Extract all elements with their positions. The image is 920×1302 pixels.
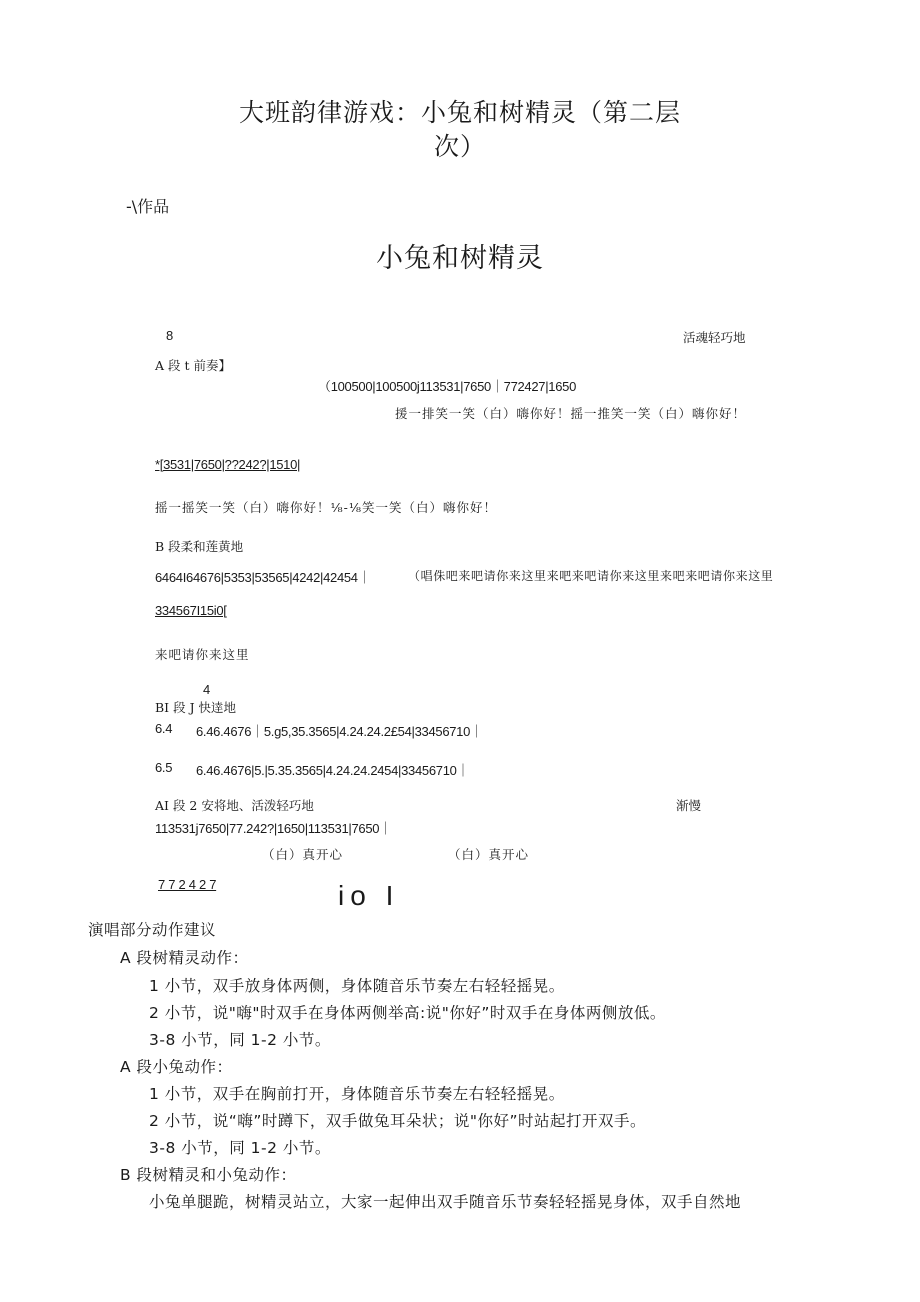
a-rabbit-step-2: 2 小节，说“嗨”时蹲下，双手做兔耳朵状；说"你好”时站起打开双手。 [149,1112,647,1130]
score-line-a2: *[3531|7650|??242?|1510| [155,457,301,472]
ai-tempo-right: 渐慢 [676,798,702,813]
actions-heading: 演唱部分动作建议 [88,921,217,939]
lyric-line-a2: 摇一摇笑一笑（白）嗨你好！⅛-⅛笑一笑（白）嗨你好！ [155,500,497,515]
score-line-bi1-prefix: 6.4 [155,721,173,736]
lyric-ai-1: （白）真开心 [262,847,344,862]
a-rabbit-step-1: 1 小节，双手在胸前打开，身体随音乐节奏左右轻轻摇晃。 [149,1085,565,1103]
doc-title-line2: 次） [433,132,486,161]
a-rabbit-step-3: 3-8 小节，同 1-2 小节。 [149,1139,331,1157]
score-line-ai2: 7 7 2 4 2 7 [158,877,217,892]
meter-4: 4 [203,682,210,697]
section-bi-label: BI 段 J 快逹地 [155,700,237,715]
score-line-ai1: 113531j7650|77.242?|1650|113531|7650｜ [155,821,392,836]
score-line-bi1: 6.46.4676｜5.g5,35.3565|4.24.24.2£54|33456710｜ [196,724,483,739]
score-line-b1: 6464I64676|5353|53565|4242|42454｜ [155,570,371,585]
a-tree-heading: A 段树精灵动作： [120,949,249,967]
score-line-b2: 334567I15i0[ [155,603,227,618]
score-line-bi2: 6.46.4676|5.|5.35.3565|4.24.24.2454|33456710｜ [196,763,470,778]
a-tree-step-1: 1 小节，双手放身体两侧，身体随音乐节奏左右轻轻摇晃。 [149,977,565,995]
lyric-line-b1: （唱侏吧来吧请你来这里来吧来吧请你来这里来吧来吧请你来这里 [408,569,774,583]
b-heading: B 段树精灵和小兔动作： [120,1166,297,1184]
score-line-bi2-prefix: 6.5 [155,760,173,775]
a-rabbit-heading: A 段小兔动作： [120,1058,233,1076]
b-step-1: 小兔单腿跪，树精灵站立，大家一起伸出双手随音乐节奏轻轻摇晃身体，双手自然地 [149,1193,742,1211]
doc-title-line1: 大班韵律游戏：小兔和树精灵（第二层 [238,98,681,127]
lyric-line-b2: 来吧请你来这里 [155,647,250,662]
section-b-label: B 段柔和莲黄地 [155,539,244,554]
meter-top: 8 [166,328,173,343]
ending-mark: io I [338,880,400,911]
tempo-marking: 活魂轻巧地 [683,330,746,345]
lyric-line-a1: 援一排笑一笑（白）嗨你好！摇一推笑一笑（白）嗨你好！ [395,406,747,421]
a-tree-step-2: 2 小节，说"嗨"时双手在身体两侧举高:说"你好”时双手在身体两侧放低。 [149,1004,666,1022]
a-tree-step-3: 3-8 小节，同 1-2 小节。 [149,1031,331,1049]
score-line-a1: （100500|100500j113531|7650｜772427|1650 [318,379,577,394]
lyric-ai-2: （白）真开心 [448,847,530,862]
section-ai-label: AI 段 2 安将地、活泼轻巧地 [155,798,314,813]
section-a-label: A 段 t 前奏】 [155,358,231,373]
song-title: 小兔和树精灵 [376,243,544,274]
section-label: -\作品 [126,197,170,216]
